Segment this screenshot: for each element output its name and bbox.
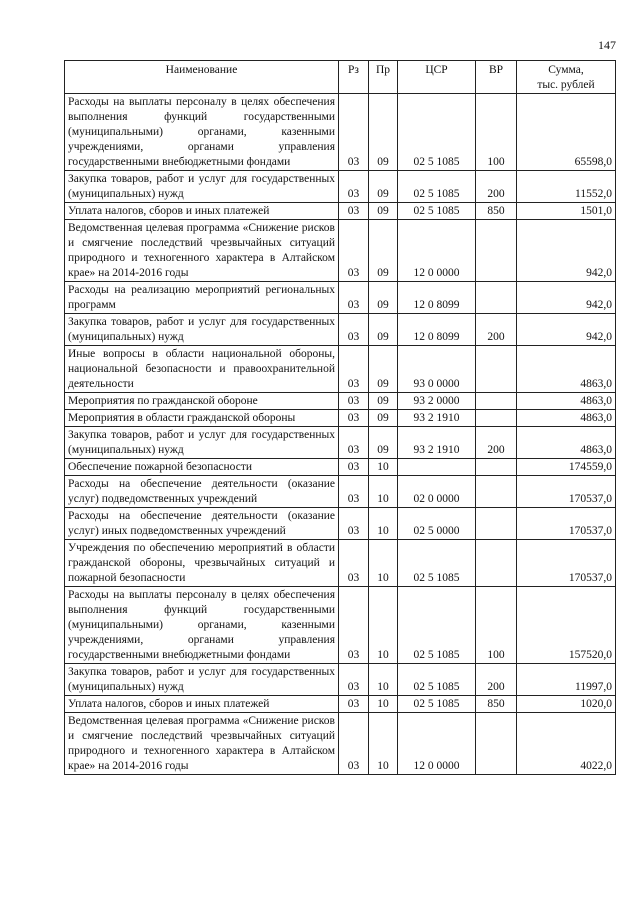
cell-csr: 93 2 1910 (398, 410, 476, 427)
cell-vr: 200 (476, 427, 517, 459)
cell-vr: 100 (476, 587, 517, 664)
header-rz: Рз (339, 61, 369, 94)
page-number: 147 (598, 38, 616, 52)
cell-name: Обеспечение пожарной безопасности (65, 459, 339, 476)
header-name: Наименование (65, 61, 339, 94)
cell-sum: 170537,0 (517, 540, 616, 587)
cell-name: Мероприятия по гражданской обороне (65, 393, 339, 410)
cell-name: Уплата налогов, сборов и иных платежей (65, 203, 339, 220)
cell-vr (476, 476, 517, 508)
cell-name: Закупка товаров, работ и услуг для государственных (муниципальных) нужд (65, 427, 339, 459)
cell-rz: 03 (339, 476, 369, 508)
table-row (65, 476, 616, 508)
table-body (65, 94, 616, 775)
cell-vr (476, 282, 517, 314)
cell-sum: 170537,0 (517, 476, 616, 508)
cell-rz: 03 (339, 410, 369, 427)
cell-sum: 1501,0 (517, 203, 616, 220)
cell-csr: 12 0 8099 (398, 282, 476, 314)
cell-pr: 09 (369, 410, 398, 427)
cell-pr: 10 (369, 476, 398, 508)
cell-pr: 09 (369, 220, 398, 282)
cell-pr: 09 (369, 427, 398, 459)
cell-name: Ведомственная целевая программа «Снижение рисков и смягчение последствий чрезвычайных ситуаций природного и техногенного характера в Алтайском крае» на 2014-2016 годы (65, 713, 339, 775)
cell-vr (476, 540, 517, 587)
cell-pr: 10 (369, 540, 398, 587)
cell-csr (398, 459, 476, 476)
cell-name: Закупка товаров, работ и услуг для государственных (муниципальных) нужд (65, 314, 339, 346)
cell-vr: 100 (476, 94, 517, 171)
cell-sum: 4863,0 (517, 393, 616, 410)
cell-rz: 03 (339, 346, 369, 393)
cell-name: Учреждения по обеспечению мероприятий в области гражданской обороны, чрезвычайных ситуаций и пожарной безопасности (65, 540, 339, 587)
cell-sum: 1020,0 (517, 696, 616, 713)
cell-vr: 200 (476, 171, 517, 203)
cell-pr: 10 (369, 459, 398, 476)
cell-vr: 850 (476, 696, 517, 713)
cell-rz: 03 (339, 587, 369, 664)
budget-table (64, 60, 616, 775)
header-pr: Пр (369, 61, 398, 94)
cell-vr: 850 (476, 203, 517, 220)
cell-sum: 11997,0 (517, 664, 616, 696)
cell-vr (476, 410, 517, 427)
header-sum: Сумма, тыс. рублей (517, 61, 616, 94)
cell-csr: 02 5 1085 (398, 587, 476, 664)
cell-sum: 157520,0 (517, 587, 616, 664)
cell-name: Закупка товаров, работ и услуг для государственных (муниципальных) нужд (65, 171, 339, 203)
cell-csr: 12 0 0000 (398, 220, 476, 282)
cell-name: Расходы на обеспечение деятельности (оказание услуг) подведомственных учреждений (65, 476, 339, 508)
cell-rz: 03 (339, 171, 369, 203)
cell-vr (476, 459, 517, 476)
table-row (65, 696, 616, 713)
table-row (65, 459, 616, 476)
cell-rz: 03 (339, 393, 369, 410)
cell-rz: 03 (339, 508, 369, 540)
cell-sum: 942,0 (517, 282, 616, 314)
cell-name: Уплата налогов, сборов и иных платежей (65, 696, 339, 713)
cell-csr: 02 5 1085 (398, 203, 476, 220)
table-header-row (65, 61, 616, 94)
cell-name: Иные вопросы в области национальной обороны, национальной безопасности и правоохранительной деятельности (65, 346, 339, 393)
cell-pr: 09 (369, 314, 398, 346)
table-row (65, 393, 616, 410)
cell-name: Расходы на реализацию мероприятий региональных программ (65, 282, 339, 314)
cell-name: Мероприятия в области гражданской обороны (65, 410, 339, 427)
cell-vr (476, 713, 517, 775)
cell-pr: 09 (369, 94, 398, 171)
cell-csr: 02 5 1085 (398, 696, 476, 713)
table-row (65, 540, 616, 587)
cell-pr: 09 (369, 282, 398, 314)
cell-name: Расходы на обеспечение деятельности (оказание услуг) иных подведомственных учреждений (65, 508, 339, 540)
cell-vr (476, 508, 517, 540)
cell-rz: 03 (339, 427, 369, 459)
table-row (65, 664, 616, 696)
cell-rz: 03 (339, 540, 369, 587)
cell-sum: 942,0 (517, 220, 616, 282)
table-row (65, 171, 616, 203)
cell-vr (476, 393, 517, 410)
cell-rz: 03 (339, 314, 369, 346)
table-row (65, 427, 616, 459)
cell-vr (476, 346, 517, 393)
cell-name: Закупка товаров, работ и услуг для государственных (муниципальных) нужд (65, 664, 339, 696)
table-row (65, 346, 616, 393)
cell-csr: 93 2 1910 (398, 427, 476, 459)
cell-pr: 09 (369, 393, 398, 410)
cell-rz: 03 (339, 713, 369, 775)
cell-sum: 11552,0 (517, 171, 616, 203)
cell-pr: 10 (369, 664, 398, 696)
cell-vr: 200 (476, 664, 517, 696)
cell-sum: 4863,0 (517, 427, 616, 459)
cell-csr: 02 5 0000 (398, 508, 476, 540)
table-row (65, 410, 616, 427)
cell-pr: 10 (369, 713, 398, 775)
cell-csr: 93 2 0000 (398, 393, 476, 410)
cell-csr: 02 5 1085 (398, 94, 476, 171)
cell-pr: 10 (369, 587, 398, 664)
cell-vr: 200 (476, 314, 517, 346)
cell-sum: 4863,0 (517, 410, 616, 427)
cell-rz: 03 (339, 203, 369, 220)
cell-sum: 4863,0 (517, 346, 616, 393)
header-vr: ВР (476, 61, 517, 94)
cell-pr: 10 (369, 508, 398, 540)
cell-name: Ведомственная целевая программа «Снижение рисков и смягчение последствий чрезвычайных ситуаций природного и техногенного характера в Алтайском крае» на 2014-2016 годы (65, 220, 339, 282)
cell-csr: 12 0 0000 (398, 713, 476, 775)
cell-vr (476, 220, 517, 282)
cell-rz: 03 (339, 94, 369, 171)
cell-rz: 03 (339, 282, 369, 314)
cell-pr: 09 (369, 171, 398, 203)
cell-sum: 170537,0 (517, 508, 616, 540)
table-row (65, 314, 616, 346)
cell-pr: 09 (369, 346, 398, 393)
cell-rz: 03 (339, 459, 369, 476)
cell-sum: 65598,0 (517, 94, 616, 171)
cell-sum: 174559,0 (517, 459, 616, 476)
cell-name: Расходы на выплаты персоналу в целях обеспечения выполнения функций государственными (муниципальными) органами, казенными учреждениями, органами управления государственными внебюджетными фондами (65, 94, 339, 171)
table-row (65, 203, 616, 220)
table-row (65, 587, 616, 664)
cell-csr: 93 0 0000 (398, 346, 476, 393)
table-row (65, 508, 616, 540)
cell-pr: 09 (369, 203, 398, 220)
table-row (65, 282, 616, 314)
cell-sum: 942,0 (517, 314, 616, 346)
table-row (65, 713, 616, 775)
cell-csr: 02 5 1085 (398, 540, 476, 587)
cell-csr: 12 0 8099 (398, 314, 476, 346)
cell-csr: 02 5 1085 (398, 664, 476, 696)
header-csr: ЦСР (398, 61, 476, 94)
cell-csr: 02 0 0000 (398, 476, 476, 508)
cell-pr: 10 (369, 696, 398, 713)
cell-rz: 03 (339, 696, 369, 713)
cell-csr: 02 5 1085 (398, 171, 476, 203)
table-row (65, 94, 616, 171)
cell-rz: 03 (339, 220, 369, 282)
table-row (65, 220, 616, 282)
cell-rz: 03 (339, 664, 369, 696)
cell-name: Расходы на выплаты персоналу в целях обеспечения выполнения функций государственными (муниципальными) органами, казенными учреждениями, органами управления государственными внебюджетными фондами (65, 587, 339, 664)
cell-sum: 4022,0 (517, 713, 616, 775)
